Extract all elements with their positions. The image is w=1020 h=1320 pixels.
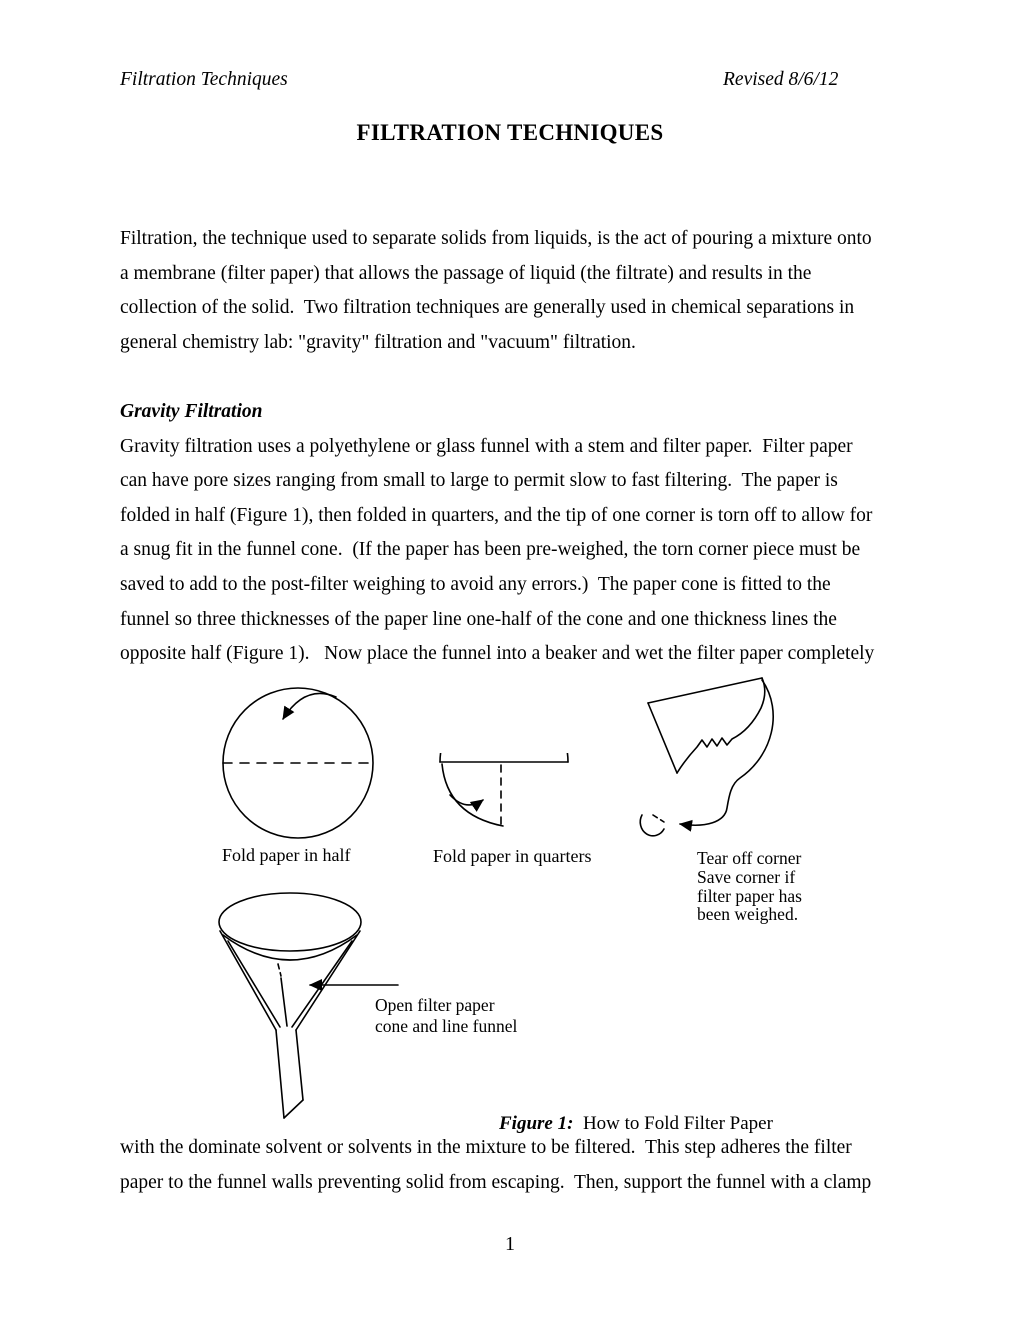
fold-half-drawing	[215, 683, 385, 853]
fold-quarters-drawing	[435, 753, 580, 838]
closing-line: with the dominate solvent or solvents in the mixture to be filtered. This step adheres the filter	[120, 1137, 852, 1158]
figure-caption-text: How to Fold Filter Paper	[573, 1113, 773, 1134]
closing-line: paper to the funnel walls preventing solid from escaping. Then, support the funnel with a clamp	[120, 1171, 872, 1193]
tear-corner-drawing	[628, 672, 808, 847]
tear-note-line: Save corner if	[697, 866, 796, 887]
open-cone-note	[375, 995, 517, 1037]
fold-quarters-label: Fold paper in quarters	[433, 846, 592, 866]
gravity-heading: Gravity Filtration	[120, 401, 263, 422]
gravity-line: saved to add to the post-filter weighing to avoid any errors.) The paper cone is fitted to the	[120, 573, 831, 595]
page-title: FILTRATION TECHNIQUES	[356, 120, 664, 145]
header-left: Filtration Techniques	[120, 69, 288, 90]
intro-line: general chemistry lab: "gravity" filtration and "vacuum" filtration.	[120, 331, 636, 353]
gravity-line: funnel so three thicknesses of the paper line one-half of the cone and one thickness lines the	[120, 608, 837, 630]
closing-paragraph	[120, 1131, 871, 1200]
intro-line: a membrane (filter paper) that allows the passage of liquid (the filtrate) and results in the	[120, 262, 812, 284]
gravity-section	[120, 395, 874, 672]
tear-corner-note	[697, 849, 809, 924]
tear-note-line: been weighed.	[697, 904, 799, 925]
gravity-line: folded in half (Figure 1), then folded in quarters, and the tip of one corner is torn off to allow for	[120, 504, 873, 526]
gravity-line: can have pore sizes ranging from small to large to permit slow to fast filtering. The paper is	[120, 470, 838, 492]
gravity-line: a snug fit in the funnel cone. (If the paper has been pre-weighed, the torn corner piece must be	[120, 539, 861, 561]
fold-half-label: Fold paper in half	[222, 845, 351, 865]
tear-note-line: Tear off corner	[697, 849, 802, 868]
figure-caption-label: Figure 1:	[499, 1113, 574, 1134]
gravity-line: Gravity filtration uses a polyethylene or glass funnel with a stem and filter paper. Filter paper	[120, 435, 853, 457]
tear-note-line: filter paper has	[697, 885, 802, 906]
intro-line: collection of the solid. Two filtration techniques are generally used in chemical separations in	[120, 297, 855, 319]
header-right: Revised 8/6/12	[723, 69, 839, 90]
page-number: 1	[505, 1233, 515, 1255]
gravity-line: opposite half (Figure 1). Now place the funnel into a beaker and wet the filter paper completely	[120, 643, 875, 665]
intro-paragraph	[120, 222, 872, 360]
open-note-line: Open filter paper	[375, 995, 495, 1015]
open-note-line: cone and line funnel	[375, 1016, 518, 1036]
intro-line: Filtration, the technique used to separate solids from liquids, is the act of pouring a mixture onto	[120, 228, 872, 249]
